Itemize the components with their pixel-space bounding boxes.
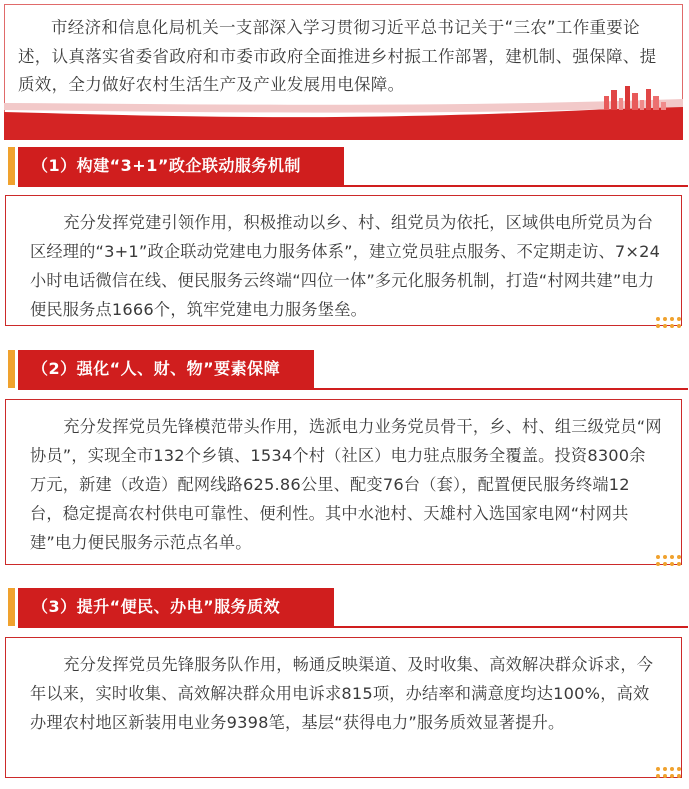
section-2-content-box <box>5 399 682 565</box>
section-1-body: 充分发挥党建引领作用，积极推动以乡、村、组党员为依托，区域供电所党员为台区经理的“3+1”政企联动党建电力服务体系”，建立党员驻点服务、不定期走访、7×24小时电话微信在线、便民服务云终端“四位一体”多元化服务机制，打造“村网共建”电力便民服务点1666个，筑牢党建电力服务堡垒。 <box>30 213 661 319</box>
heading-accent-bar <box>8 147 15 185</box>
section-3-heading-label: （3）提升“便民、办电”服务质效 <box>18 588 334 626</box>
section-3-body: 充分发挥党员先锋服务队作用，畅通反映渠道、及时收集、高效解决群众诉求，今年以来，实时收集、高效解决群众用电诉求815项，办结率和满意度均达100%，高效办理农村地区新装用电业务9398笔，基层“获得电力”服务质效显著提升。 <box>30 655 654 732</box>
section-2-heading-label: （2）强化“人、财、物”要素保障 <box>18 350 314 388</box>
section-2-body: 充分发挥党员先锋模范带头作用，选派电力业务党员骨干，乡、村、组三级党员“网协员”，实现全市132个乡镇、1534个村（社区）电力驻点服务全覆盖。投资8300余万元，新建（改造）配网线路625.86公里、配变76台（套），配置便民服务终端12台，稳定提高农村供电可靠性、便利性。其中水池村、天雄村入选国家电网“村网共建”电力便民服务示范点名单。 <box>30 417 662 552</box>
dots-decoration-icon <box>655 553 683 569</box>
section-3-heading <box>8 588 344 626</box>
section-1-content-box <box>5 195 682 326</box>
dots-decoration-icon <box>655 765 683 781</box>
dots-decoration-icon <box>655 315 683 331</box>
heading-underline <box>18 388 688 390</box>
section-3-content-box <box>5 637 682 778</box>
intro-panel <box>4 4 683 140</box>
city-skyline-icon <box>600 84 670 110</box>
section-1-heading-label: （1）构建“3+1”政企联动服务机制 <box>18 147 344 185</box>
intro-text: 市经济和信息化局机关一支部深入学习贯彻习近平总书记关于“三农”工作重要论述，认真落实省委省政府和市委市政府全面推进乡村振工作部署，建机制、强保障、提质效，全力做好农村生活生产及产业发展用电保障。 <box>18 18 657 94</box>
section-2-heading <box>8 350 344 388</box>
heading-accent-bar <box>8 588 15 626</box>
red-wave-decoration <box>4 4 683 140</box>
section-1-heading <box>8 147 344 185</box>
heading-underline <box>18 185 688 187</box>
heading-underline <box>18 626 688 628</box>
heading-accent-bar <box>8 350 15 388</box>
